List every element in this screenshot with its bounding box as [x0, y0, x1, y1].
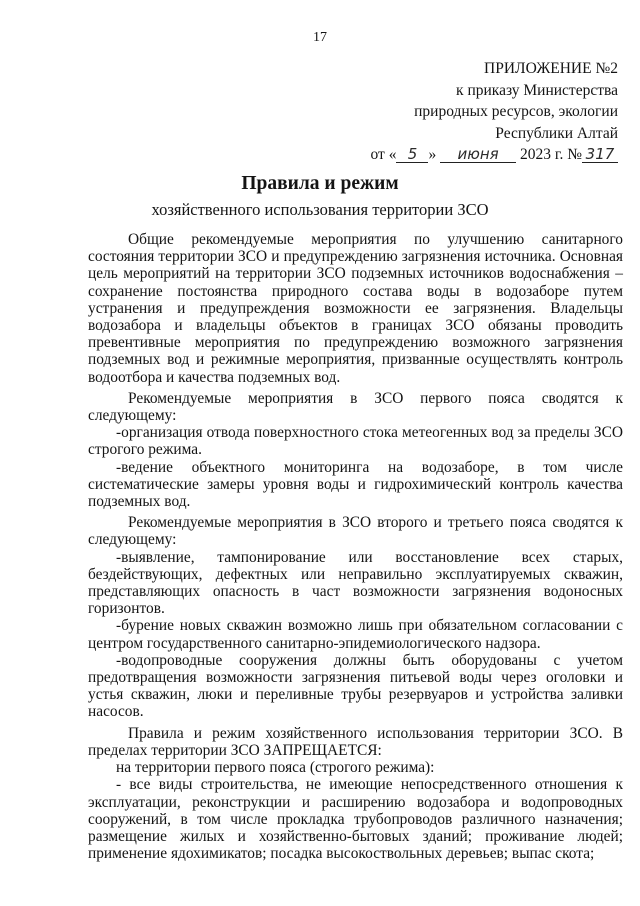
paragraph-zone1-item: -ведение объектного мониторинга на водозаборе, в том числе систематические замеры уровня воды и гидрохимический контроль качества подземных вод.: [88, 458, 623, 511]
appendix-block: [371, 58, 618, 166]
paragraph-zone2-heading: Рекомендуемые мероприятия в ЗСО второго и третьего пояса сводятся к следующему:: [88, 514, 623, 549]
paragraph-intro: Общие рекомендуемые мероприятия по улучшению санитарного состояния территории ЗСО и предупреждению загрязнения источника. Основная цель мероприятий на территории ЗСО подземных источников водоснабжения – сохранение постоянства природного состава воды в водозаборе путем устранения и предупреждения возможности ее загрязнения. Владельцы водозабора и владельцы объектов в границах ЗСО обязаны проводить превентивные мероприятия по предупреждению возможного загрязнения подземных вод и режимные мероприятия, призванные осуществлять контроль водоотбора и качества подземных вод.: [88, 231, 623, 386]
page-number: 17: [313, 30, 327, 45]
document-body: [88, 231, 623, 862]
paragraph-zone2-item: -бурение новых скважин возможно лишь при обязательном согласовании с центром государственного санитарно-эпидемиологического надзора.: [88, 617, 623, 652]
paragraph-zone1-prohibitions: на территории первого пояса (строгого режима):: [116, 759, 435, 777]
paragraph-zone1-item: -организация отвода поверхностного стока метеогенных вод за пределы ЗСО строгого режима.: [88, 424, 623, 459]
handwritten-number: 317: [582, 146, 618, 163]
document-title: Правила и режим: [241, 173, 399, 194]
order-mid: »: [428, 146, 437, 163]
order-prefix: от «: [370, 146, 397, 163]
appendix-title: ПРИЛОЖЕНИЕ №2: [484, 60, 618, 77]
handwritten-day: 5: [396, 146, 428, 163]
paragraph-prohibitions-heading: Правила и режим хозяйственного использования территории ЗСО. В пределах территории ЗСО ЗАПРЕЩАЕТСЯ:: [88, 724, 623, 759]
handwritten-month: июня: [440, 146, 516, 163]
appendix-line-3: Республики Алтай: [495, 124, 618, 142]
order-year: 2023 г. №: [519, 146, 582, 163]
document-subtitle: хозяйственного использования территории ЗСО: [151, 200, 489, 219]
paragraph-zone2-item: -выявление, тампонирование или восстановление всех старых, бездействующих, дефектных или неправильно эксплуатируемых скважин, представляющих опасность в част возможности загрязнения водоносных горизонтов.: [88, 548, 623, 618]
paragraph-zone1-heading: Рекомендуемые мероприятия в ЗСО первого пояса сводятся к следующему:: [88, 389, 623, 425]
appendix-line-2: природных ресурсов, экологии: [414, 103, 618, 120]
paragraph-zone2-item: -водопроводные сооружения должны быть оборудованы с учетом предотвращения возможности загрязнения питьевой воды через оголовки и устья скважин, люки и переливные трубы резервуаров и устройства заливки насосов.: [88, 651, 623, 721]
paragraph-prohibition-item: - все виды строительства, не имеющие непосредственного отношения к эксплуатации, реконструкции и расширению водозабора и водопроводных сооружений, в том числе прокладка трубопроводов различного назначения; размещение жилых и хозяйственно-бытовых зданий; проживание людей; применение ядохимикатов; посадка высокоствольных деревьев; выпас скота;: [88, 776, 623, 863]
appendix-line-1: к приказу Министерства: [456, 81, 618, 99]
order-date-line: [371, 144, 618, 166]
